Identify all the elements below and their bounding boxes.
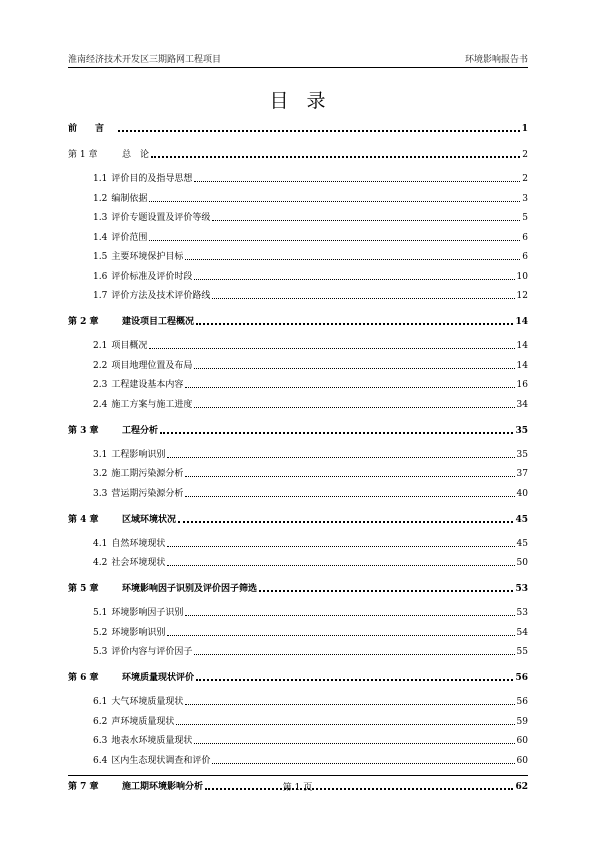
toc-entry-page: 14 xyxy=(516,360,528,371)
toc-section-entry[interactable] xyxy=(68,606,528,618)
dot-leader xyxy=(212,298,514,299)
dot-leader xyxy=(151,156,520,158)
toc-entry-page: 54 xyxy=(516,627,528,638)
header-report-type: 环境影响报告书 xyxy=(464,55,528,65)
dot-leader xyxy=(194,181,520,182)
toc-entry-label xyxy=(93,249,183,262)
toc-entry-label xyxy=(68,121,116,134)
toc-entry-number: 第 6 章 xyxy=(68,673,99,683)
toc-entry-title: 营运期污染源分析 xyxy=(111,488,184,499)
toc-entry-number: 第 3 章 xyxy=(68,425,99,436)
toc-entry-number: 前 言 xyxy=(68,124,105,134)
dot-leader xyxy=(194,654,514,655)
toc-entry-label xyxy=(93,714,174,727)
toc-entry-number: 4.2 xyxy=(93,558,108,568)
toc-entry-number: 5.1 xyxy=(93,608,108,618)
toc-entry-page: 6 xyxy=(522,252,528,262)
toc-entry-number: 1.2 xyxy=(93,193,108,204)
toc-entry-number: 5.3 xyxy=(93,647,108,657)
dot-leader xyxy=(178,521,513,523)
toc-entry-title: 环境影响因子识别及评价因子筛选 xyxy=(122,584,258,594)
toc-entry-number: 3.3 xyxy=(93,488,108,499)
toc-entry-label xyxy=(93,694,183,707)
dot-leader xyxy=(194,368,514,369)
toc-entry-title: 声环境质量现状 xyxy=(111,716,175,727)
toc-section-entry[interactable] xyxy=(68,192,528,204)
toc-entry-page: 59 xyxy=(516,716,528,727)
toc-entry-label xyxy=(93,555,165,568)
toc-entry-title: 环境影响因子识别 xyxy=(111,608,184,618)
toc-entry-page: 53 xyxy=(515,584,528,594)
dot-leader xyxy=(167,457,514,458)
toc-entry-number: 2.4 xyxy=(93,399,108,410)
toc-entry-page: 6 xyxy=(522,232,528,243)
toc-entry-title: 工程影响识别 xyxy=(111,449,166,460)
toc-entry-page: 37 xyxy=(516,469,528,479)
toc-entry-number: 1.7 xyxy=(93,291,108,301)
toc-section-entry[interactable] xyxy=(68,231,528,243)
toc-entry-title: 自然环境现状 xyxy=(111,538,166,549)
toc-entry-label xyxy=(93,358,192,371)
toc-entry-number: 6.2 xyxy=(93,716,108,727)
toc-section-entry[interactable] xyxy=(68,270,528,282)
toc-section-entry[interactable] xyxy=(68,754,528,766)
toc-chapter-entry[interactable] xyxy=(68,148,528,160)
toc-entry-page: 2 xyxy=(522,150,528,160)
toc-entry-page: 5 xyxy=(522,213,528,223)
header-project-name: 淮南经济技术开发区三期路网工程项目 xyxy=(68,55,222,65)
toc-entry-number: 3.2 xyxy=(93,469,108,479)
toc-section-entry[interactable] xyxy=(68,626,528,638)
page-number: 第 1 页 xyxy=(282,783,313,793)
toc-entry-title: 大气环境质量现状 xyxy=(111,697,184,707)
dot-leader xyxy=(167,546,514,547)
toc-entry-title: 主要环境保护目标 xyxy=(111,252,184,262)
dot-leader xyxy=(167,565,514,566)
toc-entry-number: 3.1 xyxy=(93,449,108,460)
dot-leader xyxy=(185,476,514,477)
toc-entry-title: 环境影响识别 xyxy=(111,627,166,638)
header-rule xyxy=(68,67,528,68)
dot-leader xyxy=(194,407,514,408)
toc-section-entry[interactable] xyxy=(68,289,528,301)
toc-entry-number: 第 7 章 xyxy=(68,781,99,792)
toc-entry-title: 社会环境现状 xyxy=(111,558,166,568)
toc-entry-number: 2.2 xyxy=(93,360,108,371)
dot-leader xyxy=(149,240,520,241)
toc-entry-number: 第 1 章 xyxy=(68,150,98,160)
toc-entry-title: 区域环境状况 xyxy=(122,514,177,525)
toc-entry-title: 施工期污染源分析 xyxy=(111,469,184,479)
toc-entry-page: 2 xyxy=(522,174,528,184)
toc-section-entry[interactable] xyxy=(68,339,528,351)
toc-entry-page: 55 xyxy=(516,647,528,657)
dot-leader xyxy=(176,724,514,725)
toc-entry-title: 编制依据 xyxy=(111,193,148,204)
toc-entry-title: 施工方案与施工进度 xyxy=(111,399,193,410)
toc-section-entry[interactable] xyxy=(68,537,528,549)
toc-entry-page: 56 xyxy=(515,673,528,683)
toc-entry-label xyxy=(68,512,176,525)
toc-entry-label xyxy=(93,466,183,479)
dot-leader xyxy=(149,201,520,202)
toc-entry-page: 45 xyxy=(516,538,528,549)
toc-entry-label xyxy=(93,536,165,549)
toc-entry-page: 16 xyxy=(516,380,528,390)
toc-entry-page: 56 xyxy=(516,697,528,707)
toc-chapter-entry[interactable] xyxy=(68,513,528,525)
toc-entry-page: 10 xyxy=(516,271,528,282)
dot-leader xyxy=(185,387,514,388)
toc-entry-number: 6.4 xyxy=(93,755,108,766)
toc-entry-label xyxy=(68,314,194,327)
toc-entry-label xyxy=(68,581,257,594)
toc-entry-number: 2.3 xyxy=(93,380,108,390)
toc-entry-number: 2.1 xyxy=(93,341,108,351)
toc-entry-page: 12 xyxy=(516,291,528,301)
dot-leader xyxy=(185,615,514,616)
toc-chapter-entry[interactable] xyxy=(68,671,528,683)
toc-entry-label xyxy=(93,733,192,746)
dot-leader xyxy=(185,259,520,260)
toc-entry-label xyxy=(93,230,147,243)
toc-entry-label xyxy=(93,191,147,204)
dot-leader xyxy=(185,704,514,705)
toc-entry-page: 40 xyxy=(516,488,528,499)
toc-entry-label xyxy=(93,447,165,460)
toc-entry-label xyxy=(93,397,192,410)
toc-entry-page: 1 xyxy=(521,124,528,134)
toc-entry-number: 4.1 xyxy=(93,538,108,549)
toc-entry-title: 施工期环境影响分析 xyxy=(122,781,204,792)
toc-entry-label xyxy=(93,625,165,638)
toc-entry-title: 环境质量现状评价 xyxy=(122,673,195,683)
toc-entry-number: 1.6 xyxy=(93,271,108,282)
toc-entry-number: 第 2 章 xyxy=(68,317,99,327)
toc-entry-number: 1.3 xyxy=(93,213,108,223)
toc-section-entry[interactable] xyxy=(68,556,528,568)
toc-entry-number: 6.1 xyxy=(93,697,108,707)
toc-section-entry[interactable] xyxy=(68,467,528,479)
toc-section-entry[interactable] xyxy=(68,359,528,371)
toc-section-entry[interactable] xyxy=(68,448,528,460)
toc-entry-title: 区内生态现状调查和评价 xyxy=(111,755,211,766)
toc-entry-label xyxy=(93,377,183,390)
toc-entry-page: 60 xyxy=(516,736,528,746)
toc-entry-page: 35 xyxy=(515,425,528,436)
toc-entry-number: 第 5 章 xyxy=(68,584,99,594)
toc-entry-number: 5.2 xyxy=(93,627,108,638)
toc-entry-label xyxy=(93,171,192,184)
toc-chapter-entry[interactable] xyxy=(68,122,528,134)
toc-entry-label xyxy=(68,423,158,436)
toc-title: 目录 xyxy=(269,90,344,112)
toc-entry-page: 35 xyxy=(516,449,528,460)
toc-section-entry[interactable] xyxy=(68,645,528,657)
toc-entry-label xyxy=(93,753,210,766)
toc-entry-title: 地表水环境质量现状 xyxy=(111,736,193,746)
toc-entry-page: 3 xyxy=(522,193,528,204)
toc-entry-label xyxy=(93,338,147,351)
dot-leader xyxy=(160,432,513,434)
dot-leader xyxy=(259,590,513,592)
toc-section-entry[interactable] xyxy=(68,211,528,223)
toc-section-entry[interactable] xyxy=(68,398,528,410)
dot-leader xyxy=(212,763,514,764)
toc-entry-title: 项目概况 xyxy=(111,341,148,351)
toc-entry-page: 14 xyxy=(515,317,528,327)
toc-entry-title: 总 论 xyxy=(122,150,150,160)
dot-leader xyxy=(196,679,513,681)
toc-entry-label xyxy=(93,210,210,223)
toc-entry-title: 工程分析 xyxy=(122,425,159,436)
toc-section-entry[interactable] xyxy=(68,715,528,727)
toc-entry-label xyxy=(68,670,194,683)
toc-entry-label xyxy=(93,288,210,301)
table-of-contents xyxy=(68,122,528,792)
toc-entry-number: 1.4 xyxy=(93,232,108,243)
toc-section-entry[interactable] xyxy=(68,487,528,499)
toc-entry-label xyxy=(93,644,192,657)
toc-section-entry[interactable] xyxy=(68,378,528,390)
toc-entry-title: 评价范围 xyxy=(111,232,148,243)
toc-entry-number: 1.1 xyxy=(93,174,108,184)
toc-chapter-entry[interactable] xyxy=(68,424,528,436)
toc-entry-title: 评价方法及技术评价路线 xyxy=(111,291,211,301)
dot-leader xyxy=(212,220,520,221)
dot-leader xyxy=(185,496,514,497)
toc-section-entry[interactable] xyxy=(68,695,528,707)
dot-leader xyxy=(149,348,514,349)
dot-leader xyxy=(194,743,514,744)
toc-entry-title: 工程建设基本内容 xyxy=(111,380,184,390)
toc-entry-title: 评价内容与评价因子 xyxy=(111,647,193,657)
toc-entry-page: 62 xyxy=(515,781,528,792)
toc-entry-page: 50 xyxy=(516,558,528,568)
toc-entry-number: 第 4 章 xyxy=(68,514,99,525)
dot-leader xyxy=(167,635,514,636)
toc-entry-page: 45 xyxy=(515,514,528,525)
toc-chapter-entry[interactable] xyxy=(68,582,528,594)
toc-entry-label xyxy=(93,486,183,499)
toc-section-entry[interactable] xyxy=(68,172,528,184)
toc-entry-title: 建设项目工程概况 xyxy=(122,317,195,327)
dot-leader xyxy=(196,323,513,325)
toc-entry-title: 项目地理位置及布局 xyxy=(111,360,193,371)
toc-entry-title: 评价目的及指导思想 xyxy=(111,174,193,184)
running-header xyxy=(68,52,528,66)
footer-rule xyxy=(68,775,528,776)
toc-entry-number: 1.5 xyxy=(93,252,108,262)
toc-entry-label xyxy=(68,147,149,160)
toc-section-entry[interactable] xyxy=(68,250,528,262)
toc-entry-page: 34 xyxy=(516,399,528,410)
toc-entry-page: 14 xyxy=(516,341,528,351)
toc-entry-title: 评价标准及评价时段 xyxy=(111,271,193,282)
toc-entry-label xyxy=(93,269,192,282)
toc-chapter-entry[interactable] xyxy=(68,315,528,327)
toc-entry-label xyxy=(93,605,183,618)
toc-entry-title: 评价专题设置及评价等级 xyxy=(111,213,211,223)
toc-section-entry[interactable] xyxy=(68,734,528,746)
toc-entry-page: 53 xyxy=(516,608,528,618)
dot-leader xyxy=(118,130,520,132)
dot-leader xyxy=(194,279,514,280)
toc-entry-number: 6.3 xyxy=(93,736,108,746)
toc-entry-page: 60 xyxy=(516,755,528,766)
